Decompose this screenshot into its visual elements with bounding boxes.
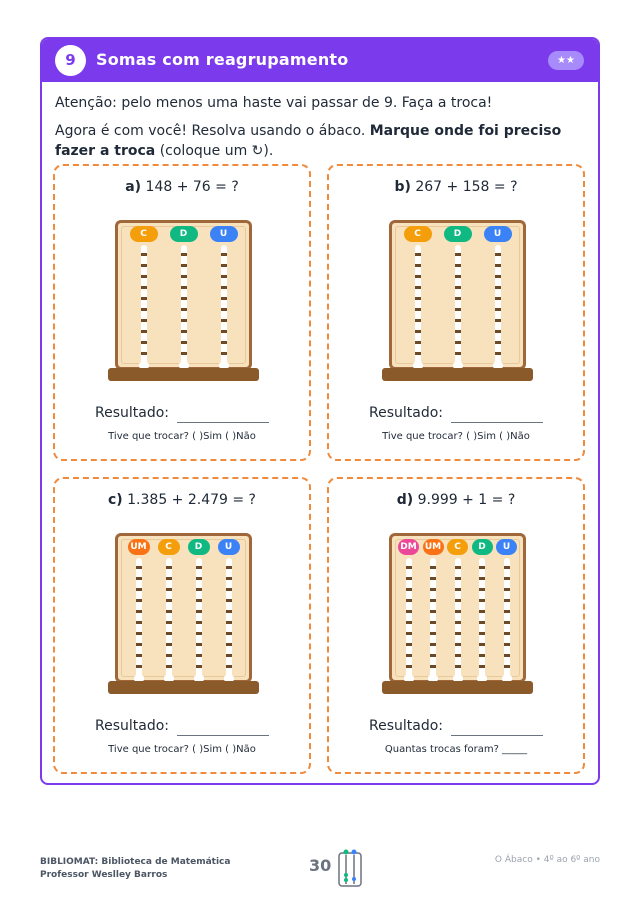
result-label: Resultado:: [369, 405, 444, 421]
instructions: [55, 93, 585, 169]
abacus-rod[interactable]: [221, 245, 227, 367]
problem-question: [55, 179, 309, 195]
activity-header: [42, 39, 598, 82]
activity-number-badge: 9: [55, 45, 86, 76]
footer-topic: O Ábaco • 4º ao 6º ano: [494, 855, 600, 865]
problem-card: [327, 164, 585, 461]
abacus-rod[interactable]: [455, 245, 461, 367]
abacus-rod[interactable]: [166, 558, 172, 680]
place-value-label: D: [188, 539, 210, 555]
abacus-rod[interactable]: [226, 558, 232, 680]
abacus-base: [108, 368, 259, 381]
abacus-frame: [389, 533, 526, 683]
abacus-frame: [115, 533, 252, 683]
place-value-label: UM: [128, 539, 150, 555]
result-label: Resultado:: [95, 405, 170, 421]
abacus-frame: [115, 220, 252, 370]
problem-card: [53, 477, 311, 774]
abacus-rod[interactable]: [495, 245, 501, 367]
problem-letter: c): [107, 492, 123, 508]
difficulty-stars-badge: ★★: [548, 51, 584, 70]
exchange-question: Tive que trocar? ( )Sim ( )Não: [108, 431, 256, 442]
abacus-rod[interactable]: [430, 558, 436, 680]
abacus-logo-icon: [337, 848, 363, 888]
abacus-rod[interactable]: [415, 245, 421, 367]
abacus-rod[interactable]: [479, 558, 485, 680]
problem-expression: 9.999 + 1 = ?: [417, 492, 516, 508]
abacus: [382, 220, 533, 383]
result-label: Resultado:: [95, 718, 170, 734]
footer-credits: [40, 856, 230, 882]
abacus-rod[interactable]: [181, 245, 187, 367]
exchange-question: Quantas trocas foram? _____: [384, 744, 528, 755]
exchange-question: Tive que trocar? ( )Sim ( )Não: [382, 431, 530, 442]
result-answer-blank[interactable]: [177, 735, 269, 736]
instruction-emphasis: Marque onde foi preciso fazer a troca: [55, 123, 562, 159]
problem-card: [53, 164, 311, 461]
abacus-rod[interactable]: [455, 558, 461, 680]
result-answer-blank[interactable]: [451, 735, 543, 736]
place-value-label: DM: [398, 539, 419, 555]
abacus-base: [382, 368, 533, 381]
abacus: [382, 533, 533, 696]
abacus-base: [108, 681, 259, 694]
result-answer-blank[interactable]: [451, 422, 543, 423]
place-value-label: U: [210, 226, 238, 242]
problem-question: [329, 179, 583, 195]
exchange-question: Tive que trocar? ( )Sim ( )Não: [108, 744, 256, 755]
place-value-label: C: [130, 226, 158, 242]
problem-letter: a): [125, 179, 142, 195]
problem-expression: 267 + 158 = ?: [415, 179, 518, 195]
instruction-attention: Atenção: pelo menos uma haste vai passar de 9. Faça a troca!: [55, 95, 493, 111]
abacus: [108, 533, 259, 696]
instruction-task: Agora é com você! Resolva usando o ábaco. Marque onde foi preciso fazer a troca (coloque um ↻).: [55, 123, 562, 159]
activity-title: Somas com reagrupamento: [96, 50, 349, 69]
abacus-base: [382, 681, 533, 694]
place-value-label: C: [447, 539, 468, 555]
abacus-rod[interactable]: [406, 558, 412, 680]
place-value-label: U: [484, 226, 512, 242]
problem-expression: 148 + 76 = ?: [145, 179, 239, 195]
place-value-label: U: [218, 539, 240, 555]
problem-expression: 1.385 + 2.479 = ?: [127, 492, 256, 508]
problem-question: [55, 492, 309, 508]
place-value-label: D: [444, 226, 472, 242]
problem-question: [329, 492, 583, 508]
abacus-rod[interactable]: [504, 558, 510, 680]
problem-letter: d): [396, 492, 414, 508]
result-answer-blank[interactable]: [177, 422, 269, 423]
place-value-label: D: [170, 226, 198, 242]
page-number: 30: [309, 856, 332, 875]
abacus-frame: [389, 220, 526, 370]
footer-author: Professor Weslley Barros: [40, 870, 168, 880]
place-value-label: UM: [423, 539, 444, 555]
abacus: [108, 220, 259, 383]
result-label: Resultado:: [369, 718, 444, 734]
abacus-rod[interactable]: [196, 558, 202, 680]
abacus-rod[interactable]: [136, 558, 142, 680]
place-value-label: U: [496, 539, 517, 555]
problem-letter: b): [394, 179, 411, 195]
place-value-label: D: [472, 539, 493, 555]
problem-card: [327, 477, 585, 774]
footer-library-name: BIBLIOMAT: Biblioteca de Matemática: [40, 857, 231, 867]
abacus-rod[interactable]: [141, 245, 147, 367]
place-value-label: C: [404, 226, 432, 242]
place-value-label: C: [158, 539, 180, 555]
